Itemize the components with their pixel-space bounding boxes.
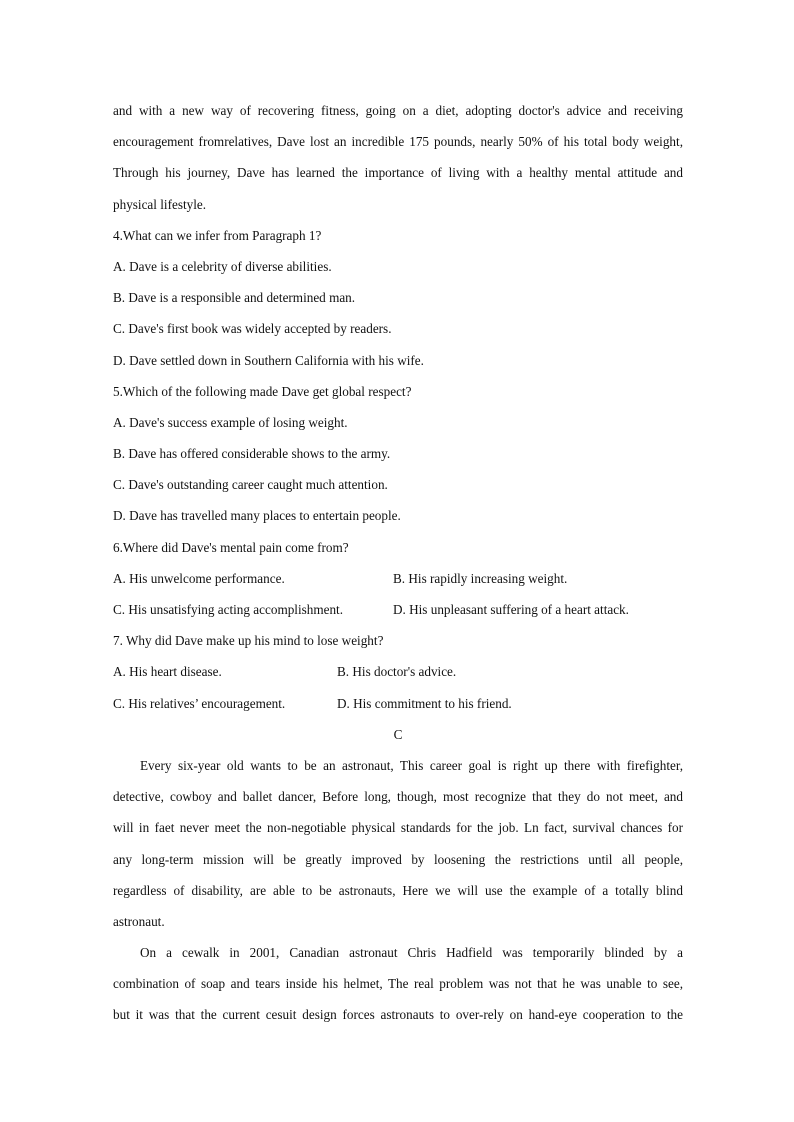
option-row — [113, 598, 683, 629]
option-d: D. His unpleasant suffering of a heart attack. — [393, 602, 629, 617]
option-c: C. Dave's outstanding career caught much attention. — [113, 477, 388, 493]
option-a: A. Dave is a celebrity of diverse abilities. — [113, 258, 332, 274]
intro-paragraph — [113, 99, 683, 224]
option-a: A. Dave's success example of losing weight. — [113, 414, 348, 430]
option-c: C. Dave's first book was widely accepted by readers. — [113, 321, 392, 337]
question-stem: 5.Which of the following made Dave get global respect? — [113, 383, 412, 399]
option-b: B. His rapidly increasing weight. — [393, 570, 568, 586]
option-a: A. His unwelcome performance. — [113, 570, 285, 586]
question-4 — [113, 224, 683, 380]
paragraph-line: detective, cowboy and ballet dancer, Before long, though, most recognize that they do not meet, and — [113, 789, 683, 805]
paragraph-line: Every six-year old wants to be an astronaut, This career goal is right up there with firefighter, — [140, 757, 683, 773]
option-a: A. His heart disease. — [113, 664, 222, 680]
option-row — [113, 567, 683, 598]
paragraph-line: astronaut. — [113, 913, 165, 929]
paragraph-line: will in faet never meet the non-negotiable physical standards for the job. Ln fact, survival chances for — [113, 820, 683, 836]
question-stem: 6.Where did Dave's mental pain come from? — [113, 539, 349, 555]
paragraph-line: combination of soap and tears inside his helmet, The real problem was not that he was unable to see, — [113, 976, 683, 992]
question-stem: 7. Why did Dave make up his mind to lose weight? — [113, 633, 384, 649]
option-d: D. His commitment to his friend. — [337, 695, 512, 711]
paragraph-line: On a cewalk in 2001, Canadian astronaut Chris Hadfield was temporarily blinded by a — [140, 945, 683, 961]
paragraph-line: and with a new way of recovering fitness, going on a diet, adopting doctor's advice and receiving — [113, 103, 683, 118]
question-6 — [113, 536, 683, 630]
paragraph-line: regardless of disability, are able to be astronauts, Here we will use the example of a totally blind — [113, 882, 683, 898]
option-d: D. Dave settled down in Southern California with his wife. — [113, 352, 424, 368]
paragraph-line: Through his journey, Dave has learned the importance of living with a healthy mental attitude and — [113, 165, 683, 181]
section-heading: C — [393, 726, 403, 742]
question-7 — [113, 629, 683, 723]
option-b: B. His doctor's advice. — [337, 664, 457, 680]
option-b: B. Dave is a responsible and determined man. — [113, 290, 356, 306]
option-d: D. Dave has travelled many places to entertain people. — [113, 508, 401, 524]
question-5 — [113, 380, 683, 536]
paragraph-line: physical lifestyle. — [113, 196, 207, 212]
paragraph-line: but it was that the current cesuit design forces astronauts to over-rely on hand-eye cooperation to the — [113, 1007, 683, 1023]
option-row — [113, 692, 683, 723]
paragraph-line: any long-term mission will be greatly improved by loosening the restrictions until all people, — [113, 851, 683, 867]
option-row — [113, 660, 683, 691]
option-b: B. Dave has offered considerable shows to the army. — [113, 446, 391, 462]
option-c: C. His relatives’ encouragement. — [113, 695, 286, 711]
paragraph-line: encouragement fromrelatives, Dave lost an incredible 175 pounds, nearly 50% of his total body weight, — [113, 134, 683, 150]
question-stem: 4.What can we infer from Paragraph 1? — [113, 227, 322, 243]
document-content — [113, 99, 683, 1035]
section-c-paragraph-2 — [113, 941, 683, 1035]
option-c: C. His unsatisfying acting accomplishment. — [113, 602, 344, 617]
section-c-paragraph-1 — [113, 754, 683, 941]
